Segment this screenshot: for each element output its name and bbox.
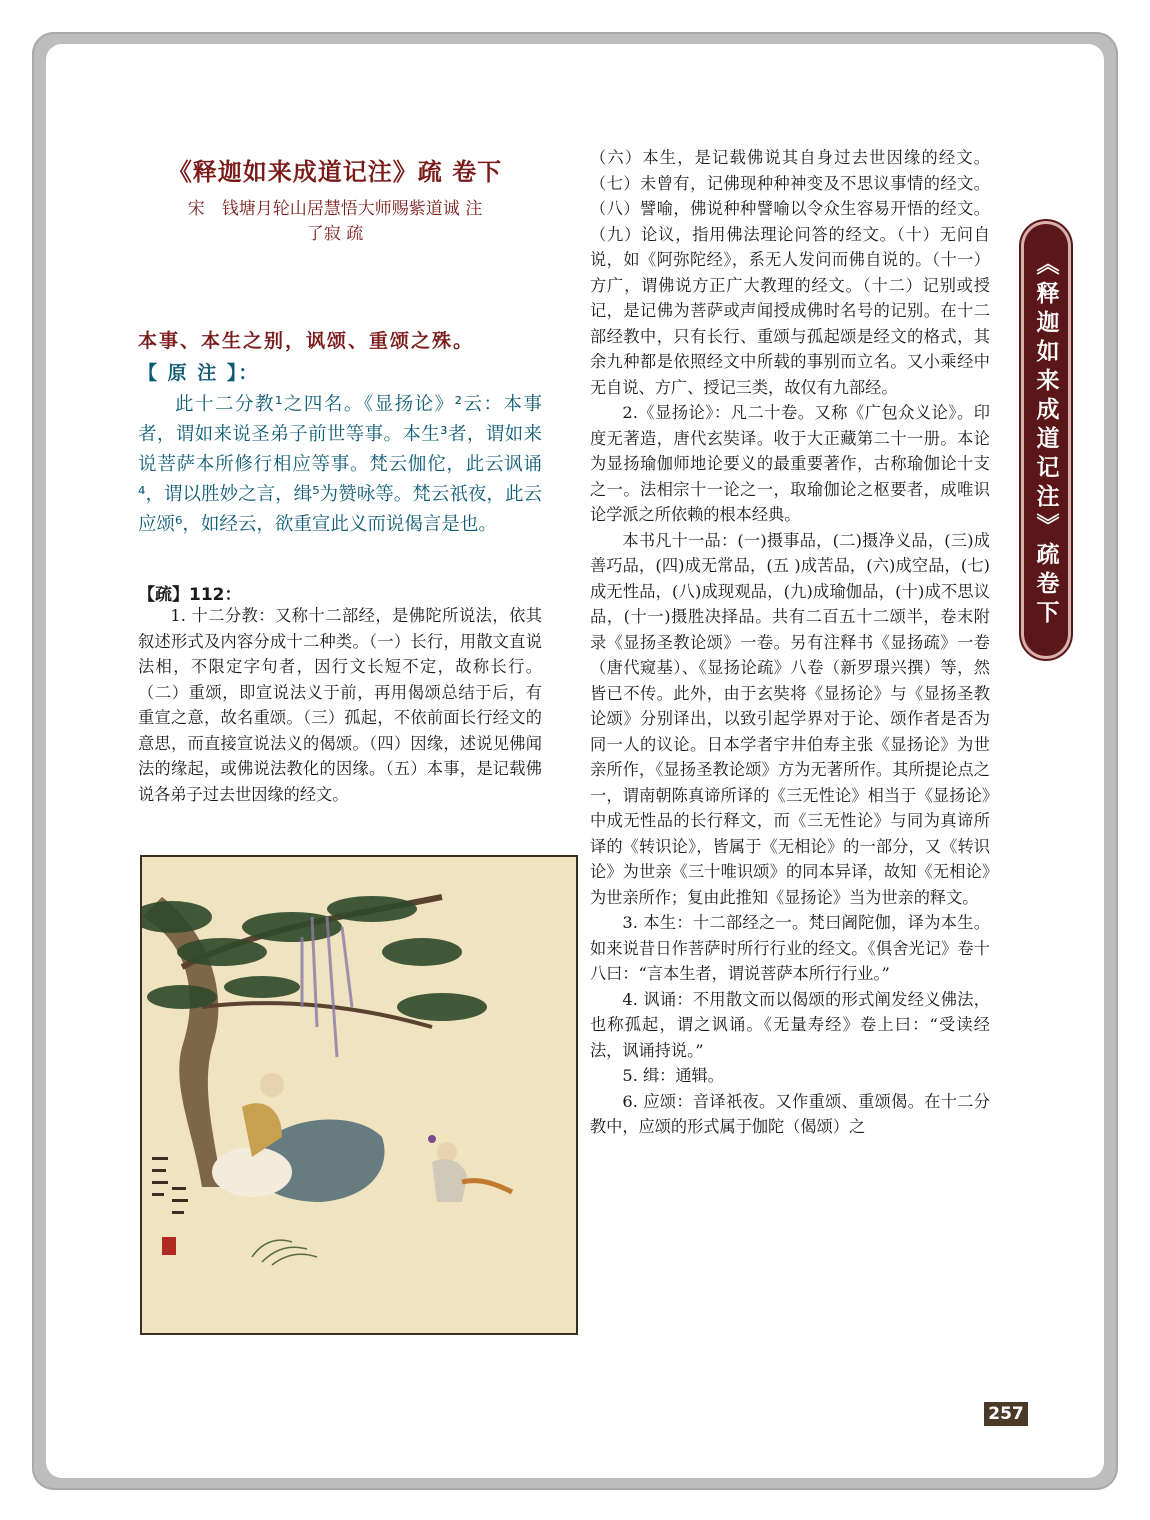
chapter-side-tab — [1024, 224, 1068, 656]
chapter-side-tab-label: 《释迦如来成道记注》疏卷下 — [1032, 251, 1059, 629]
commentary-paragraph: 本书凡十一品：(一)摄事品，(二)摄净义品，(三)成善巧品，(四)成无常品，(五 )成苦品，(六)成空品，(七)成无性品，(八)成现观品，(九)成瑜伽品，(十)成不思议品，(十一)摄胜决择品。共有二百五十二颂半，卷末附录《显扬圣教论颂》一卷。另有注释书《显扬疏》一卷（唐代窥基）、《显扬论疏》八卷（新罗璟兴撰）等，然皆已不传。此外，由于玄奘将《显扬论》与《显扬圣教论颂》分别译出，以致引起学界对于论、颂作者是否为同一人的议论。日本学者宇井伯寿主张《显扬论》为世亲所作，《显扬圣教论颂》方为无著所作。其所提论点之一，谓南朝陈真谛所译的《三无性论》相当于《显扬论》中成无性品的长行释文，而《三无性论》与同为真谛所译的《转识论》，皆属于《无相论》的一部分，又《转识论》为世亲《三十唯识颂》的同本异译，故知《无相论》为世亲所作；复由此推知《显扬论》当为世亲的释文。 — [590, 530, 990, 907]
author-byline: 宋 钱塘月轮山居慧悟大师赐紫道诚 注 — [187, 199, 483, 219]
original-note-text — [138, 390, 542, 540]
painting-artwork — [142, 857, 576, 1333]
commentary-paragraph: 3. 本生：十二部经之一。梵曰阇陀伽，译为本生。如来说昔日作菩萨时所行行业的经文。《俱舍光记》卷十八曰：“言本生者，谓说菩萨本所行行业。” — [590, 913, 990, 983]
commentary-paragraph: 5. 缉：通辑。 — [622, 1066, 724, 1085]
page-title: 《释迦如来成道记注》疏 卷下 — [167, 158, 503, 186]
original-note-paragraph: 此十二分教¹之四名。《显扬论》²云：本事者，谓如来说圣弟子前世等事。本生³者，谓如来说菩萨本所修行相应等事。梵云伽佗，此云讽诵⁴，谓以胜妙之言，缉⁵为赞咏等。梵云祇夜，此云应颂⁶，如经云，欲重宣此义而说偈言是也。 — [138, 394, 542, 535]
commentary-left-column — [138, 603, 542, 807]
page-number: 257 — [984, 1402, 1028, 1426]
commentary-paragraph: 1. 十二分教：又称十二部经，是佛陀所说法，依其叙述形式及内容分成十二种类。（一）长行，用散文直说法相，不限定字句者，因行文长短不定，故称长行。（二）重颂，即宣说法义于前，再用偈颂总结于后，有重宣之意，故名重颂。（三）孤起，不依前面长行经文的意思，而直接宣说法义的偈颂。（四）因缘，述说见佛闻法的缘起，或佛说法教化的因缘。（五）本事，是记载佛说各弟子过去世因缘的经文。 — [138, 606, 542, 804]
commentary-paragraph: 4. 讽诵：不用散文而以偈颂的形式阐发经义佛法，也称孤起，谓之讽诵。《无量寿经》卷上曰：“受读经法，讽诵持说。” — [590, 989, 990, 1060]
commentary-paragraph: 6. 应颂：音译祇夜。又作重颂、重颂偈。在十二分教中，应颂的形式属于伽陀（偈颂）之 — [590, 1091, 990, 1136]
illustration-painting — [140, 855, 578, 1335]
commentary-paragraph: （六）本生，是记载佛说其自身过去世因缘的经文。（七）未曾有，记佛现种种神变及不思议事情的经文。（八）譬喻，佛说种种譬喻以令众生容易开悟的经文。（九）论议，指用佛法理论问答的经文。（十）无问自说，如《阿弥陀经》，系无人发问而佛自说的。（十一）方广，谓佛说方正广大教理的经文。（十二）记别或授记，是记佛为菩萨或声闻授成佛时名号的记别。在十二部经教中，只有长行、重颂与孤起颂是经文的格式，其余九种都是依照经文中所载的事别而立名。又小乘经中无自说、方广、授记三类，故仅有九部经。 — [590, 148, 990, 397]
commentary-label: 【疏】112： — [138, 585, 242, 605]
section-heading: 本事、本生之别，讽颂、重颂之殊。 — [138, 330, 475, 352]
commentary-right-column — [590, 145, 990, 1140]
commentator-byline: 了寂 疏 — [306, 224, 364, 244]
commentary-paragraph: 2.《显扬论》：凡二十卷。又称《广包众义论》。印度无著造，唐代玄奘译。收于大正藏第二十一册。本论为显扬瑜伽师地论要义的最重要著作，古称瑜伽论十支之一。法相宗十一论之一，取瑜伽论之枢要者，成唯识论学派之所依赖的根本经典。 — [590, 403, 990, 524]
original-note-label: 【 原 注 】： — [138, 362, 260, 384]
